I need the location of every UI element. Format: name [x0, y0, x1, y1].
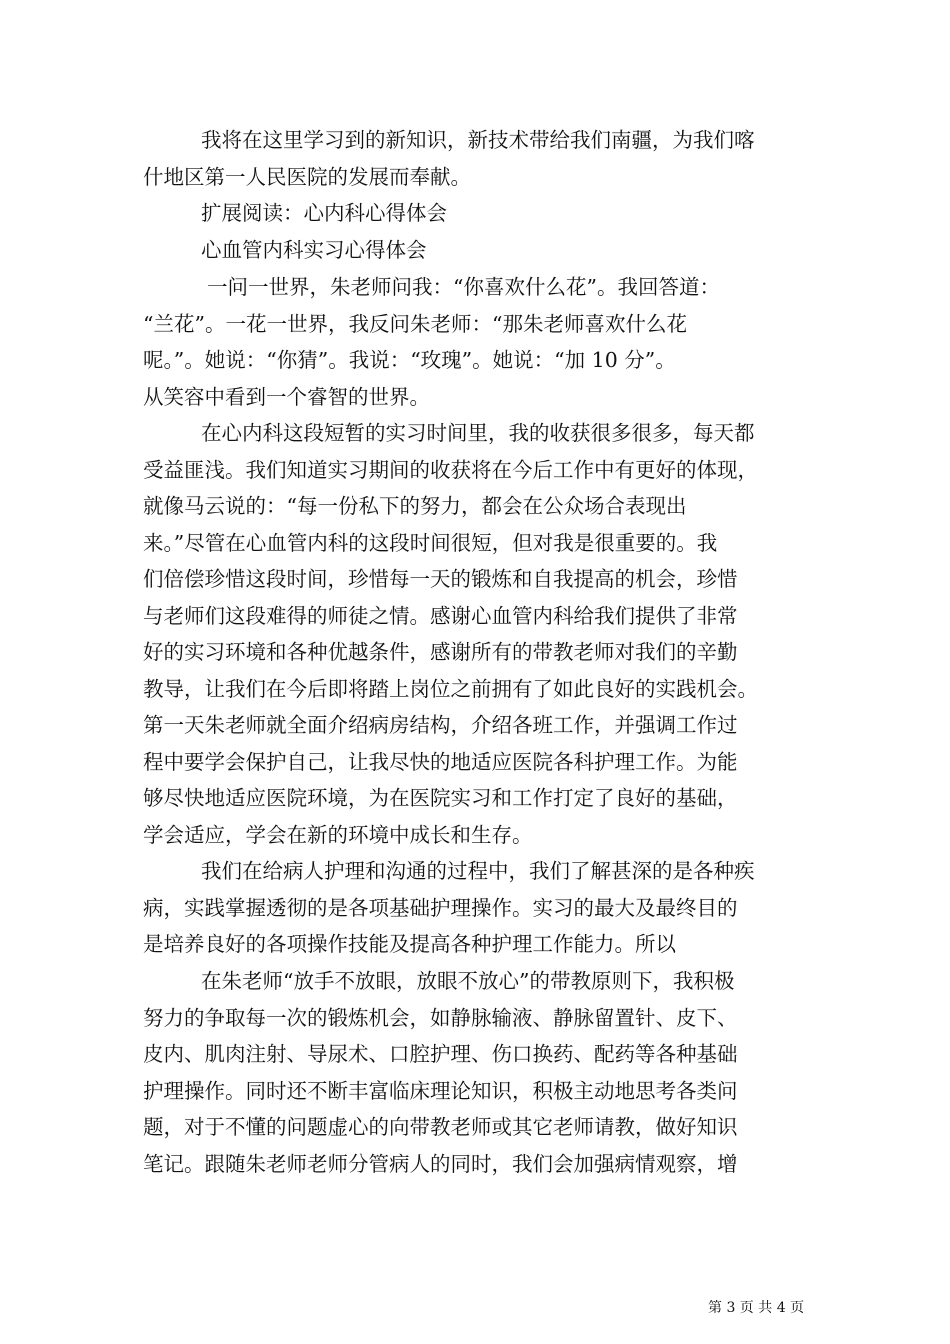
text-line: 来。”尽管在心血管内科的这段时间很短，但对我是很重要的。我	[143, 530, 718, 555]
text-line: 病，实践掌握透彻的是各项基础护理操作。实习的最大及最终目的	[143, 895, 738, 920]
text-line: 是培养良好的各项操作技能及提高各种护理工作能力。所以	[143, 932, 676, 956]
text-line: 一问一世界，朱老师问我：“你喜欢什么花”。我回答道：	[207, 275, 720, 299]
text-line: 在朱老师“放手不放眼，放眼不放心”的带教原则下，我积极	[201, 969, 735, 993]
text-line: 第一天朱老师就全面介绍病房结构，介绍各班工作，并强调工作过	[143, 713, 738, 737]
text-line: 就像马云说的：“每一份私下的努力，都会在公众场合表现出	[143, 494, 687, 518]
paragraph-closing	[143, 122, 813, 195]
text-line: 皮内、肌肉注射、导尿术、口腔护理、伤口换药、配药等各种基础	[143, 1042, 738, 1066]
paragraph-internship-gains	[143, 415, 813, 853]
text-line: 我将在这里学习到的新知识，新技术带给我们南疆，为我们喀	[201, 128, 755, 152]
text-line: 教导，让我们在今后即将踏上岗位之前拥有了如此良好的实践机会。	[143, 676, 758, 701]
paragraph-title	[143, 232, 813, 269]
text-line: 学会适应，学会在新的环境中成长和生存。	[143, 822, 533, 847]
text-line: 我们在给病人护理和沟通的过程中，我们了解甚深的是各种疾	[201, 859, 755, 883]
text-line: 什地区第一人民医院的发展而奉献。	[143, 164, 471, 189]
paragraph-extended-reading	[143, 195, 813, 232]
paragraph-teaching-principle	[143, 963, 813, 1182]
text-line: 护理操作。同时还不断丰富临床理论知识，积极主动地思考各类问	[143, 1078, 738, 1103]
text-line: 在心内科这段短暂的实习时间里，我的收获很多很多，每天都	[201, 421, 755, 445]
text-line: 与老师们这段难得的师徒之情。感谢心血管内科给我们提供了非常	[143, 603, 738, 628]
text-line: 题，对于不懂的问题虚心的向带教老师或其它老师请教，做好知识	[143, 1115, 738, 1139]
text-line: 心血管内科实习心得体会	[201, 238, 427, 262]
paragraph-flower-dialogue	[143, 269, 813, 415]
text-line: 努力的争取每一次的锻炼机会，如静脉输液、静脉留置针、皮下、	[143, 1005, 738, 1030]
text-line: 受益匪浅。我们知道实习期间的收获将在今后工作中有更好的体现，	[143, 457, 758, 482]
text-line: 够尽快地适应医院环境，为在医院实习和工作打定了良好的基础，	[143, 786, 738, 810]
text-line: 扩展阅读：心内科心得体会	[201, 201, 447, 225]
page-number-footer: 第 3 页 共 4 页	[708, 1300, 805, 1316]
text-line: 好的实习环境和各种优越条件，感谢所有的带教老师对我们的辛勤	[143, 640, 738, 664]
text-line: 程中要学会保护自己，让我尽快的地适应医院各科护理工作。为能	[143, 749, 738, 774]
paragraph-nursing-practice	[143, 853, 813, 963]
text-line: 笔记。跟随朱老师老师分管病人的同时，我们会加强病情观察，增	[143, 1151, 738, 1176]
text-line: 从笑容中看到一个睿智的世界。	[143, 384, 430, 409]
text-line: 们倍偿珍惜这段时间，珍惜每一天的锻炼和自我提高的机会，珍惜	[143, 567, 738, 591]
text-line: “兰花”。一花一世界，我反问朱老师：“那朱老师喜欢什么花	[143, 311, 687, 336]
text-line: 呢。”。她说：“你猜”。我说：“玫瑰”。她说：“加 10 分”。	[143, 348, 676, 372]
